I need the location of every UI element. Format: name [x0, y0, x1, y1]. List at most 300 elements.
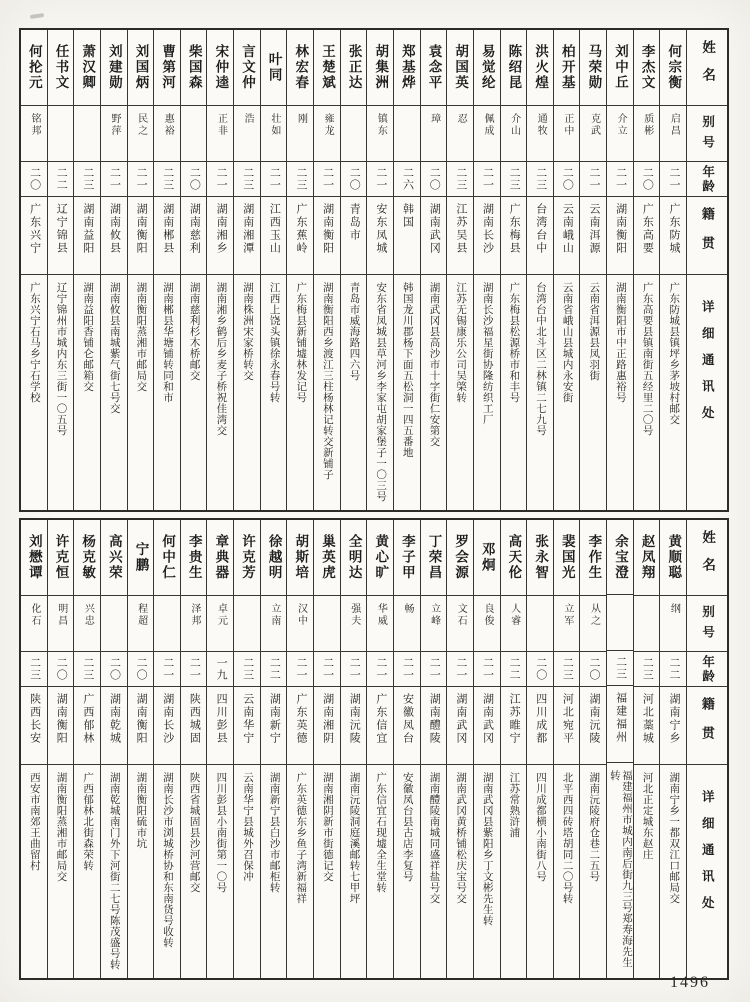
origin-cell — [634, 197, 660, 275]
entry-column — [501, 30, 528, 510]
age-text: 二一 — [374, 167, 387, 191]
age-cell — [554, 162, 580, 197]
age-cell — [394, 652, 420, 687]
age-text: 二一 — [135, 167, 148, 191]
origin-cell — [341, 687, 367, 765]
alias-cell — [128, 106, 154, 162]
alias-cell — [501, 106, 527, 162]
alias-cell — [421, 596, 447, 652]
origin-text: 江苏吴县 — [454, 203, 467, 255]
origin-text: 湖南攸县 — [108, 203, 121, 255]
address-text: 河北正定城东赵庄 — [641, 772, 653, 860]
entry-column — [181, 30, 208, 510]
origin-cell — [554, 197, 580, 275]
address-cell — [181, 765, 207, 978]
origin-text: 湖南沅陵 — [588, 693, 601, 745]
age-text: 二一 — [294, 657, 307, 681]
origin-cell — [634, 687, 660, 765]
name-text: 任书文 — [53, 44, 69, 91]
address-text: 云南华宁县城外召保冲 — [241, 772, 253, 882]
address-cell — [580, 275, 606, 510]
name-cell — [501, 30, 527, 106]
origin-cell — [527, 687, 553, 765]
name-cell — [154, 30, 180, 106]
alias-text: 刚 — [295, 113, 307, 125]
age-cell — [21, 652, 47, 687]
age-cell — [154, 652, 180, 687]
address-text: 湖南攸县南城紫气街七号交 — [108, 282, 120, 414]
address-cell — [394, 275, 420, 510]
alias-cell — [314, 596, 340, 652]
name-cell — [341, 520, 367, 596]
name-cell — [554, 520, 580, 596]
origin-text: 四川彭县 — [215, 693, 228, 745]
name-text: 陈绍昆 — [506, 44, 522, 91]
name-cell — [527, 30, 553, 106]
alias-cell — [660, 596, 686, 652]
origin-text: 云南华宁 — [241, 693, 254, 745]
header-name-text: 姓名 — [700, 40, 716, 95]
address-text: 云南省洱源县凤羽街 — [588, 282, 600, 381]
age-cell — [607, 651, 633, 686]
alias-text: 介立 — [615, 113, 627, 137]
alias-cell — [634, 596, 660, 652]
header-alias-cell — [687, 106, 727, 162]
age-text: 二三 — [561, 657, 574, 681]
origin-text: 青岛市 — [348, 203, 361, 242]
address-text: 湖南武冈黄桥铺松庆宝号交 — [455, 772, 467, 904]
alias-text: 克武 — [588, 113, 600, 137]
alias-cell — [48, 596, 74, 652]
alias-text: 立峰 — [428, 603, 440, 627]
age-cell — [367, 162, 393, 197]
entry-column — [554, 30, 581, 510]
age-text: 二三 — [241, 657, 254, 681]
age-text: 二三 — [161, 167, 174, 191]
age-cell — [261, 652, 287, 687]
name-text: 许克芳 — [240, 534, 256, 581]
address-cell — [527, 275, 553, 510]
address-text: 四川彭县小南街第一〇号 — [215, 772, 227, 893]
entry-column — [234, 30, 261, 510]
age-text: 二二 — [268, 657, 281, 681]
alias-cell — [154, 596, 180, 652]
name-cell — [261, 520, 287, 596]
alias-cell — [474, 596, 500, 652]
address-cell — [287, 275, 313, 510]
address-text: 湖南长沙市浏城桥协和东南货号收转 — [162, 772, 174, 948]
origin-cell — [607, 197, 633, 275]
origin-text: 安东凤城 — [374, 203, 387, 255]
header-age-text: 年龄 — [700, 164, 715, 194]
address-text: 江西上饶头镇徐永春号转 — [268, 282, 280, 403]
entry-column — [501, 520, 528, 978]
name-cell — [394, 30, 420, 106]
address-text: 湖南株洲宋家桥转交 — [241, 282, 253, 381]
origin-text: 湖南武冈 — [428, 203, 441, 255]
name-cell — [48, 30, 74, 106]
origin-text: 四川成都 — [534, 693, 547, 745]
origin-cell — [207, 197, 233, 275]
name-text: 马荣勋 — [586, 44, 602, 91]
address-text: 湖南衡阳西乡渡江三柱杨林记转交新铺子 — [321, 282, 333, 480]
alias-text: 浩 — [242, 113, 254, 125]
address-cell — [234, 765, 260, 978]
origin-text: 湖南衡阳 — [135, 203, 148, 255]
origin-cell — [394, 687, 420, 765]
origin-text: 广东高要 — [641, 203, 654, 255]
origin-text: 江西玉山 — [268, 203, 281, 255]
header-address-cell — [687, 765, 727, 978]
origin-text: 湖南衡阳 — [135, 693, 148, 745]
address-text: 湖南衡阳蒸湘市邮局交 — [55, 772, 67, 882]
alias-cell — [314, 106, 340, 162]
age-cell — [634, 162, 660, 197]
name-text: 刘建勋 — [106, 44, 122, 91]
entry-column — [421, 30, 448, 510]
name-text: 言文仲 — [240, 44, 256, 91]
name-text: 易觉纶 — [479, 44, 495, 91]
alias-text: 从之 — [588, 603, 600, 627]
name-text: 裴国光 — [559, 534, 575, 581]
name-text: 曹第河 — [160, 44, 176, 91]
age-cell — [101, 162, 127, 197]
address-cell — [207, 275, 233, 510]
header-alias-cell — [687, 596, 727, 652]
age-cell — [527, 652, 553, 687]
address-cell — [21, 765, 47, 978]
header-name-cell — [687, 520, 727, 596]
alias-cell — [554, 106, 580, 162]
alias-cell — [367, 596, 393, 652]
name-cell — [207, 520, 233, 596]
alias-cell — [154, 106, 180, 162]
age-text: 二一 — [348, 657, 361, 681]
alias-text: 佩成 — [481, 113, 493, 137]
address-text: 湖南益阳香铺仑邮箱交 — [82, 282, 94, 392]
name-text: 王楚斌 — [319, 44, 335, 91]
name-text: 宁鹏 — [133, 542, 149, 573]
alias-cell — [181, 596, 207, 652]
alias-text: 化石 — [29, 603, 41, 627]
age-cell — [447, 652, 473, 687]
address-text: 湖南沅陵洞庭溪邮转七甲坪 — [348, 772, 360, 904]
address-cell — [474, 765, 500, 978]
address-cell — [287, 765, 313, 978]
address-text: 湖南郴县华塘铺转同和市 — [162, 282, 174, 403]
alias-cell — [234, 596, 260, 652]
origin-cell — [287, 687, 313, 765]
name-cell — [421, 520, 447, 596]
header-name-text: 姓名 — [700, 530, 716, 585]
origin-cell — [607, 686, 633, 764]
name-cell — [554, 30, 580, 106]
alias-cell — [261, 596, 287, 652]
origin-cell — [48, 687, 74, 765]
name-text: 林宏春 — [293, 44, 309, 91]
alias-cell — [660, 106, 686, 162]
origin-cell — [181, 687, 207, 765]
origin-text: 湖南沅陵 — [348, 693, 361, 745]
alias-cell — [634, 106, 660, 162]
name-cell — [154, 520, 180, 596]
age-text: 二一 — [188, 657, 201, 681]
origin-cell — [367, 197, 393, 275]
header-origin-text: 籍贯 — [699, 207, 715, 265]
entry-column — [607, 520, 634, 978]
age-text: 二〇 — [108, 657, 121, 681]
name-cell — [101, 520, 127, 596]
address-text: 台湾台中北斗区二林镇二七九号 — [535, 282, 546, 436]
age-text: 二一 — [481, 657, 494, 681]
address-cell — [101, 275, 127, 510]
address-cell — [341, 275, 367, 510]
header-column — [687, 520, 727, 978]
age-text: 二一 — [108, 167, 121, 191]
alias-text: 忍 — [455, 113, 467, 125]
alias-cell — [447, 106, 473, 162]
alias-cell — [527, 596, 553, 652]
alias-cell — [207, 596, 233, 652]
entry-column — [207, 30, 234, 510]
entry-column — [341, 30, 368, 510]
age-cell — [48, 652, 74, 687]
origin-text: 广东英德 — [294, 693, 307, 745]
name-cell — [580, 30, 606, 106]
alias-text: 野萍 — [108, 113, 120, 137]
name-text: 刘中丘 — [612, 44, 628, 91]
origin-cell — [474, 687, 500, 765]
origin-cell — [660, 197, 686, 275]
age-cell — [101, 652, 127, 687]
origin-text: 广东蕉岭 — [294, 203, 307, 255]
origin-text: 湖南武冈 — [481, 693, 494, 745]
address-cell — [607, 275, 633, 510]
name-cell — [580, 520, 606, 596]
origin-text: 安徽凤台 — [401, 693, 414, 745]
name-text: 黄心旷 — [373, 534, 389, 581]
age-cell — [447, 162, 473, 197]
origin-text: 湖南慈利 — [188, 203, 201, 255]
alias-cell — [501, 596, 527, 652]
entry-column — [48, 520, 75, 978]
origin-cell — [21, 687, 47, 765]
address-cell — [314, 765, 340, 978]
age-cell — [261, 162, 287, 197]
alias-cell — [341, 596, 367, 652]
header-alias-text: 别号 — [700, 605, 715, 646]
name-text: 徐越明 — [266, 534, 282, 581]
origin-text: 广东兴宁 — [28, 203, 41, 255]
age-text: 二〇 — [135, 657, 148, 681]
origin-cell — [501, 687, 527, 765]
entry-column — [527, 520, 554, 978]
name-cell — [314, 520, 340, 596]
alias-cell — [394, 596, 420, 652]
entry-column — [421, 520, 448, 978]
origin-cell — [367, 687, 393, 765]
name-text: 萧汉卿 — [80, 44, 96, 91]
age-cell — [607, 162, 633, 197]
origin-cell — [207, 687, 233, 765]
alias-cell — [527, 106, 553, 162]
entry-column — [261, 30, 288, 510]
name-cell — [101, 30, 127, 106]
address-text: 湖南长沙福星街协隆纺织工厂 — [481, 282, 493, 425]
age-text: 二一 — [321, 167, 334, 191]
address-cell — [154, 765, 180, 978]
origin-text: 韩国 — [401, 203, 414, 229]
name-text: 叶同 — [266, 52, 282, 83]
address-cell — [234, 275, 260, 510]
entry-column — [580, 520, 607, 978]
alias-cell — [48, 106, 74, 162]
name-text: 杨克敏 — [80, 534, 96, 581]
age-text: 二三 — [641, 657, 654, 681]
entry-column — [101, 30, 128, 510]
age-text: 二一 — [268, 167, 281, 191]
origin-cell — [234, 687, 260, 765]
address-cell — [48, 765, 74, 978]
age-cell — [394, 162, 420, 197]
entry-column — [554, 520, 581, 978]
origin-cell — [580, 197, 606, 275]
age-cell — [527, 162, 553, 197]
entry-column — [48, 30, 75, 510]
age-text: 二三 — [534, 167, 547, 191]
header-address-text: 详细通讯处 — [700, 790, 715, 923]
name-cell — [367, 520, 393, 596]
alias-text: 文石 — [455, 603, 467, 627]
origin-cell — [74, 687, 100, 765]
header-address-cell — [687, 275, 727, 510]
address-cell — [341, 765, 367, 978]
address-cell — [154, 275, 180, 510]
origin-cell — [128, 197, 154, 275]
alias-cell — [447, 596, 473, 652]
age-text: 二一 — [321, 657, 334, 681]
header-address-text: 详细通讯处 — [700, 300, 715, 433]
address-text: 陕西省城固县沙河营邮交 — [188, 772, 200, 893]
entry-column — [367, 30, 394, 510]
age-text: 二一 — [667, 167, 680, 191]
address-cell — [501, 275, 527, 510]
address-text: 江苏无锡康乐公司吴棨转 — [455, 282, 467, 403]
origin-cell — [101, 687, 127, 765]
entry-column — [447, 30, 474, 510]
alias-text: 正非 — [215, 113, 227, 137]
name-text: 何抡元 — [26, 44, 42, 91]
origin-text: 台湾台中 — [534, 203, 547, 255]
address-cell — [580, 765, 606, 978]
name-text: 刘国炳 — [133, 44, 149, 91]
address-cell — [527, 765, 553, 978]
address-cell — [474, 275, 500, 510]
age-cell — [128, 652, 154, 687]
alias-cell — [607, 595, 633, 651]
address-text: 湖南湘乡鹤后乡麦子桥祝佳湾交 — [215, 282, 227, 436]
entry-column — [287, 520, 314, 978]
age-cell — [314, 162, 340, 197]
origin-text: 湖南湘乡 — [215, 203, 228, 255]
name-text: 章典器 — [213, 534, 229, 581]
alias-cell — [21, 596, 47, 652]
entry-column — [287, 30, 314, 510]
age-text: 二〇 — [348, 167, 361, 191]
name-text: 李贵生 — [186, 534, 202, 581]
address-cell — [314, 275, 340, 510]
alias-cell — [101, 596, 127, 652]
entry-column — [154, 30, 181, 510]
name-cell — [474, 520, 500, 596]
origin-cell — [314, 197, 340, 275]
age-cell — [234, 652, 260, 687]
age-text: 二一 — [161, 657, 174, 681]
origin-text: 湖南乾城 — [108, 693, 121, 745]
origin-cell — [21, 197, 47, 275]
alias-cell — [234, 106, 260, 162]
alias-cell — [287, 596, 313, 652]
address-text: 江苏常熟浒浦 — [508, 772, 520, 838]
entry-column — [474, 30, 501, 510]
address-text: 广东英德东乡鱼子湾新福祥 — [295, 772, 307, 904]
alias-text: 雍龙 — [322, 113, 334, 137]
address-text: 湖南武冈县紫阳乡丁文彬先生转 — [481, 772, 493, 926]
name-text: 胡斯培 — [293, 534, 309, 581]
age-cell — [421, 652, 447, 687]
address-text: 湖南慈利杉木桥邮交 — [188, 282, 200, 381]
age-text: 二三 — [28, 657, 41, 681]
alias-text: 通牧 — [535, 113, 547, 137]
age-text: 二三 — [454, 167, 467, 191]
age-text: 二三 — [294, 167, 307, 191]
entry-column — [128, 520, 155, 978]
address-cell — [660, 275, 686, 510]
age-cell — [74, 652, 100, 687]
origin-cell — [421, 687, 447, 765]
name-text: 胡集洲 — [373, 44, 389, 91]
origin-text: 湖南衡阳 — [614, 203, 627, 255]
address-cell — [634, 765, 660, 978]
origin-cell — [554, 687, 580, 765]
age-cell — [48, 162, 74, 197]
age-cell — [367, 652, 393, 687]
age-cell — [287, 162, 313, 197]
alias-text: 立南 — [268, 603, 280, 627]
name-cell — [394, 520, 420, 596]
name-cell — [447, 520, 473, 596]
page-number: 1496 — [670, 974, 710, 991]
age-text: 二〇 — [534, 657, 547, 681]
alias-cell — [207, 106, 233, 162]
alias-cell — [554, 596, 580, 652]
entry-column — [74, 30, 101, 510]
age-text: 二三 — [81, 657, 94, 681]
entry-column — [447, 520, 474, 978]
name-text: 胡国英 — [453, 44, 469, 91]
age-cell — [154, 162, 180, 197]
header-origin-cell — [687, 687, 727, 765]
age-text: 二一 — [481, 167, 494, 191]
origin-cell — [341, 197, 367, 275]
name-text: 丁荣昌 — [426, 534, 442, 581]
origin-text: 湖南益阳 — [81, 203, 94, 255]
origin-cell — [501, 197, 527, 275]
entry-column — [74, 520, 101, 978]
origin-text: 河北宛平 — [561, 693, 574, 745]
address-text: 青岛市威海路四六号 — [348, 282, 360, 381]
entry-column — [660, 520, 687, 978]
